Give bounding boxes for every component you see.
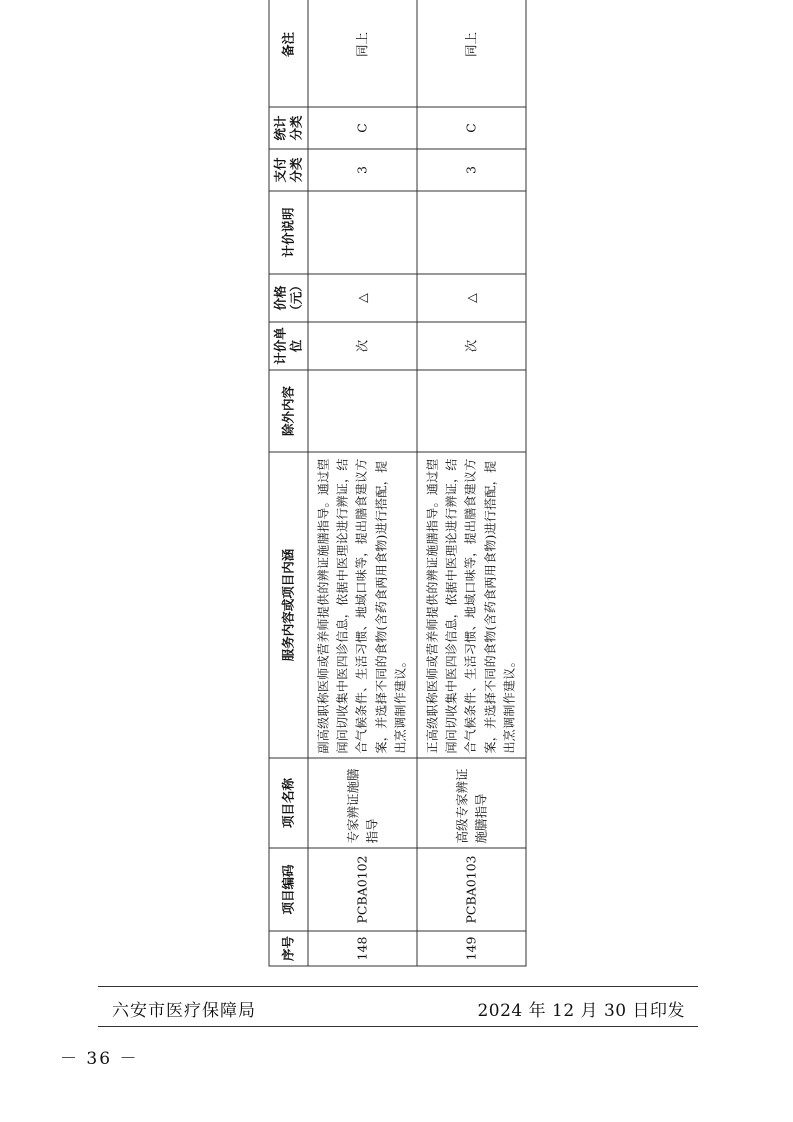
footer-top-rule: [98, 986, 698, 987]
header-unit: 计价单位: [269, 322, 308, 370]
cell-unit: 次: [308, 322, 417, 370]
header-stat-class: 统计分类: [269, 107, 308, 149]
cell-content: 正高级职称医师或营养师提供的辨证施膳指导。通过望闻问切收集中医四诊信息，依据中医理论进行辨证，结合气候条件、生活习惯、地域口味等，提出膳食建议方案，并选择不同的食物(含药食两用食物)进行搭配，提出烹调制作建议。: [417, 452, 526, 758]
cell-exclusion: [417, 370, 526, 452]
cell-content: 副高级职称医师或营养师提供的辨证施膳指导。通过望闻问切收集中医四诊信息，依据中医理论进行辨证，结合气候条件、生活习惯、地域口味等，提出膳食建议方案，并选择不同的食物(含药食两用食物)进行搭配，提出烹调制作建议。: [308, 452, 417, 758]
cell-payment-class: 3: [417, 149, 526, 191]
cell-price: △: [417, 274, 526, 322]
table-row: [308, 0, 417, 966]
header-pricing-note: 计价说明: [269, 191, 308, 274]
cell-stat-class: C: [417, 107, 526, 149]
pricing-table: [268, 0, 526, 966]
cell-code: PCBA0103: [417, 848, 526, 931]
cell-code: PCBA0102: [308, 848, 417, 931]
cell-pricing-note: [308, 191, 417, 274]
header-remark: 备注: [269, 0, 308, 107]
cell-exclusion: [308, 370, 417, 452]
cell-payment-class: 3: [308, 149, 417, 191]
table-row: [417, 0, 526, 966]
header-exclusion: 除外内容: [269, 370, 308, 452]
page-number: － 36 －: [60, 1049, 139, 1069]
cell-name: 高级专家辨证施膳指导: [417, 758, 526, 848]
cell-unit: 次: [417, 322, 526, 370]
header-payment-class: 支付分类: [269, 149, 308, 191]
cell-seq: 148: [308, 931, 417, 966]
cell-remark: 同上: [417, 0, 526, 107]
cell-price: △: [308, 274, 417, 322]
cell-remark: 同上: [308, 0, 417, 107]
cell-seq: 149: [417, 931, 526, 966]
header-price: 价格（元）: [269, 274, 308, 322]
header-content: 服务内容或项目内涵: [269, 452, 308, 758]
issue-date: 2024 年 12 月 30 日印发: [477, 1001, 685, 1021]
issuing-authority: 六安市医疗保障局: [112, 1001, 256, 1021]
header-seq: 序号: [269, 931, 308, 966]
footer-bottom-rule: [98, 1026, 698, 1027]
rotated-table-container: [268, 31, 525, 966]
cell-name: 专家辨证施膳指导: [308, 758, 417, 848]
table-header-row: [269, 0, 308, 966]
cell-stat-class: C: [308, 107, 417, 149]
header-name: 项目名称: [269, 758, 308, 848]
header-code: 项目编码: [269, 848, 308, 931]
cell-pricing-note: [417, 191, 526, 274]
